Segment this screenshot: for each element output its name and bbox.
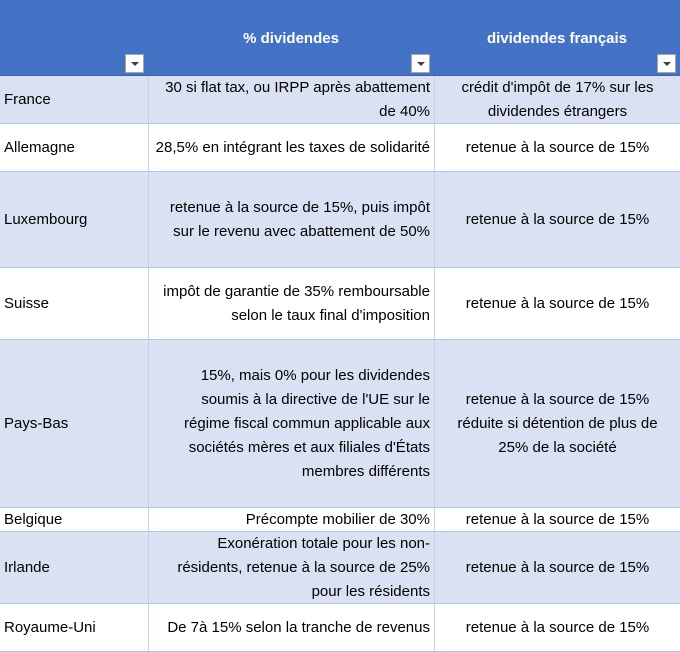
table-row <box>0 508 680 532</box>
table-header <box>0 0 680 76</box>
cell-dividends[interactable]: retenue à la source de 15%, puis impôt sur le revenu avec abattement de 50% <box>148 172 434 267</box>
cell-dividends[interactable]: 30 si flat tax, ou IRPP après abattement de 40% <box>148 76 434 123</box>
table-row <box>0 532 680 604</box>
cell-dividends[interactable]: Exonération totale pour les non-résidents, retenue à la source de 25% pour les résidents <box>148 532 434 603</box>
cell-french-dividends[interactable]: retenue à la source de 15% <box>434 124 680 171</box>
cell-dividends[interactable]: 15%, mais 0% pour les dividendes soumis à la directive de l'UE sur le régime fiscal commun applicable aux sociétés mères et aux filiales d'États membres différents <box>148 340 434 507</box>
cell-dividends[interactable]: 28,5% en intégrant les taxes de solidarité <box>148 124 434 171</box>
cell-dividends[interactable]: impôt de garantie de 35% remboursable selon le taux final d'imposition <box>148 268 434 339</box>
cell-country[interactable]: Royaume-Uni <box>4 618 96 636</box>
header-dividends <box>148 0 434 76</box>
cell-french-dividends[interactable]: retenue à la source de 15% <box>434 532 680 603</box>
table-row <box>0 604 680 652</box>
cell-country[interactable]: Suisse <box>4 294 50 312</box>
cell-country[interactable]: Pays-Bas <box>4 414 69 432</box>
cell-french-dividends[interactable]: retenue à la source de 15% <box>434 604 680 651</box>
filter-dropdown-country[interactable] <box>125 54 144 73</box>
cell-french-dividends[interactable]: retenue à la source de 15% <box>434 268 680 339</box>
cell-country[interactable]: Irlande <box>4 558 50 576</box>
table-row <box>0 124 680 172</box>
cell-french-dividends[interactable]: retenue à la source de 15% réduite si détention de plus de 25% de la société <box>434 340 680 507</box>
filter-dropdown-french-dividends[interactable] <box>657 54 676 73</box>
cell-dividends[interactable]: De 7à 15% selon la tranche de revenus <box>148 604 434 651</box>
cell-country[interactable]: Allemagne <box>4 138 75 156</box>
header-french-dividends <box>434 0 680 76</box>
cell-french-dividends[interactable]: crédit d'impôt de 17% sur les dividendes étrangers <box>434 76 680 123</box>
cell-country[interactable]: Luxembourg <box>4 210 88 228</box>
header-country <box>0 0 148 76</box>
table-row <box>0 268 680 340</box>
header-dividends-label: % dividendes <box>243 30 339 47</box>
cell-country[interactable]: France <box>4 90 51 108</box>
cell-country[interactable]: Belgique <box>4 510 63 528</box>
cell-french-dividends[interactable]: retenue à la source de 15% <box>434 172 680 267</box>
table-row <box>0 76 680 124</box>
table-row <box>0 172 680 268</box>
header-french-dividends-label: dividendes français <box>486 30 628 47</box>
table-row <box>0 340 680 508</box>
filter-dropdown-dividends[interactable] <box>411 54 430 73</box>
cell-dividends[interactable]: Précompte mobilier de 30% <box>148 508 434 531</box>
cell-french-dividends[interactable]: retenue à la source de 15% <box>434 508 680 531</box>
